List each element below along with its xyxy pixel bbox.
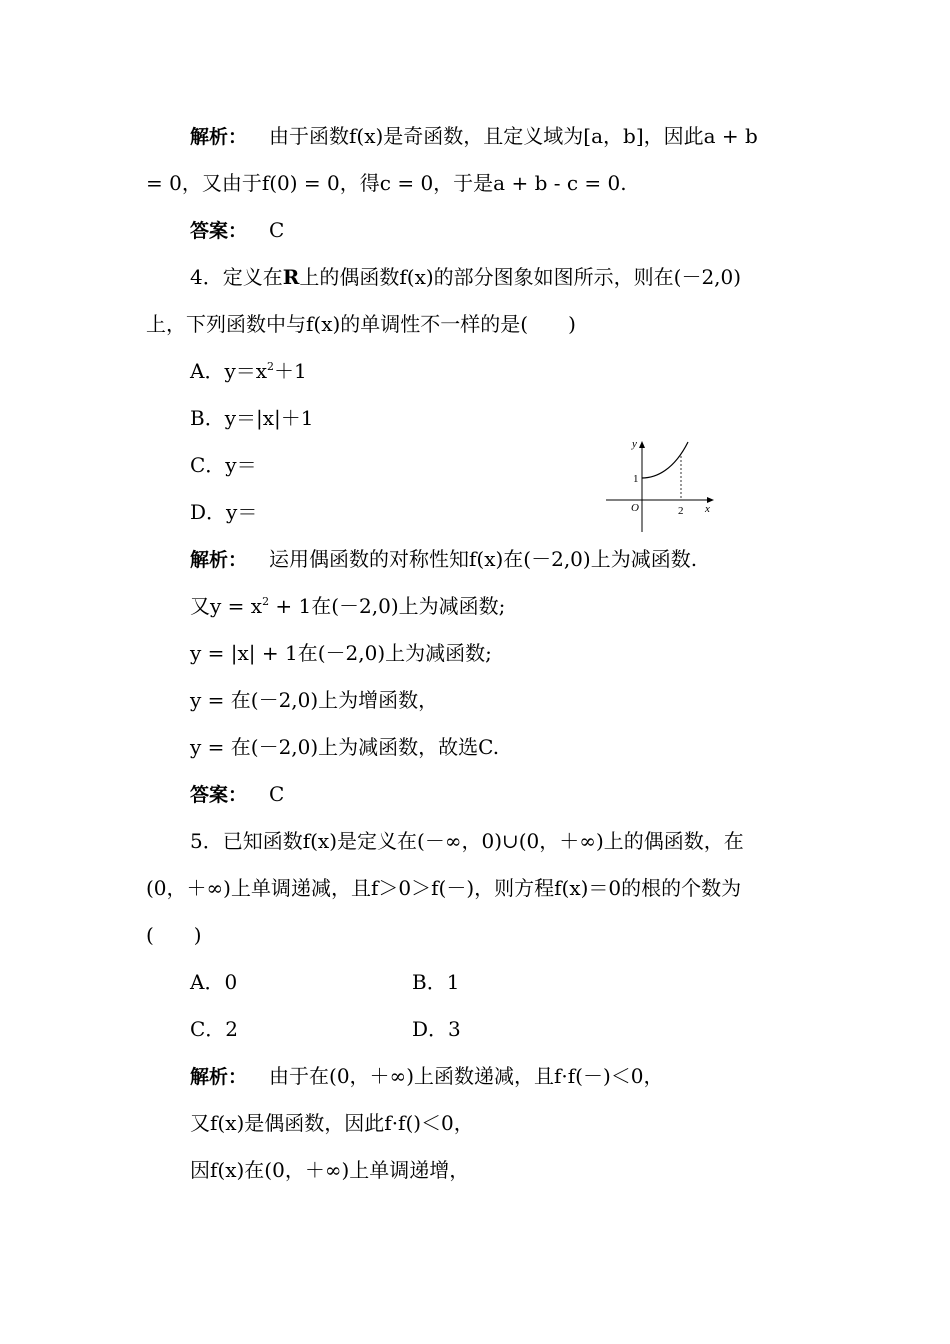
option-a-tail: ＋1 <box>274 359 307 383</box>
analysis-text: 又y = x <box>190 594 263 618</box>
x-axis-label: x <box>705 503 710 515</box>
answer-line <box>190 216 284 245</box>
option-c: C．2 <box>190 1017 239 1041</box>
option-a <box>190 357 307 385</box>
option-d: D．3 <box>412 1017 461 1041</box>
analysis-text: 运用偶函数的对称性知f(x)在(－2,0)上为减函数. <box>269 547 698 571</box>
question-5-blank: ( ) <box>146 923 202 947</box>
analysis-line: y = |x| + 1在(－2,0)上为减函数; <box>190 641 492 665</box>
analysis-line <box>190 1062 664 1091</box>
function-graph <box>604 436 724 532</box>
question-4-stem-continued: 上，下列函数中与f(x)的单调性不一样的是( ) <box>146 312 576 336</box>
analysis-text: 由于函数f(x)是奇函数，且定义域为[a，b]，因此a + b <box>269 124 758 148</box>
reals-symbol: R <box>282 265 300 289</box>
analysis-line: y = 在(－2,0)上为增函数， <box>190 688 439 712</box>
question-4-text: 上的偶函数f(x)的部分图象如图所示，则在(－2,0) <box>299 265 742 289</box>
answer-value: C <box>269 218 285 242</box>
answer-label: 答案： <box>190 784 248 806</box>
analysis-text-tail: + 1在(－2,0)上为减函数; <box>269 594 506 618</box>
answer-label: 答案： <box>190 220 248 242</box>
origin-label: O <box>631 502 639 514</box>
option-a: A．0 <box>190 970 238 994</box>
question-5-stem-continued: (0，＋∞)上单调递减，且f＞0＞f(－)，则方程f(x)＝0的根的个数为 <box>146 876 742 900</box>
question-4-number: 4．定义在 <box>190 265 283 289</box>
question-4-stem <box>190 263 741 291</box>
option-d: D．y＝ <box>190 500 258 524</box>
y-tick-label: 1 <box>633 473 639 485</box>
analysis-line: y = 在(－2,0)上为减函数，故选C. <box>190 735 500 759</box>
analysis-line <box>190 592 505 620</box>
analysis-line: 又f(x)是偶函数，因此f·f()＜0， <box>190 1111 474 1135</box>
option-b: B．1 <box>412 970 460 994</box>
option-b: B．y＝|x|＋1 <box>190 406 314 430</box>
x-tick-label: 2 <box>678 505 684 517</box>
analysis-label: 解析： <box>190 549 248 571</box>
option-c: C．y＝ <box>190 453 257 477</box>
analysis-label: 解析： <box>190 126 248 148</box>
analysis-line: 因f(x)在(0，＋∞)上单调递增， <box>190 1158 470 1182</box>
answer-value: C <box>269 782 285 806</box>
y-axis-arrow <box>639 441 645 448</box>
exponent: 2 <box>262 595 270 608</box>
analysis-line-continued: = 0，又由于f(0) = 0，得c = 0，于是a + b - c = 0. <box>146 171 627 195</box>
analysis-line <box>190 545 697 574</box>
exponent: 2 <box>267 360 275 373</box>
analysis-text: 由于在(0，＋∞)上函数递减，且f·f(－)＜0， <box>269 1064 664 1088</box>
analysis-label: 解析： <box>190 1066 248 1088</box>
analysis-line <box>190 122 758 151</box>
option-a-text: A．y＝x <box>190 359 268 383</box>
answer-line <box>190 780 284 809</box>
question-5-stem: 5．已知函数f(x)是定义在(－∞，0)∪(0，＋∞)上的偶函数，在 <box>190 829 744 853</box>
y-axis-label: y <box>632 438 637 450</box>
